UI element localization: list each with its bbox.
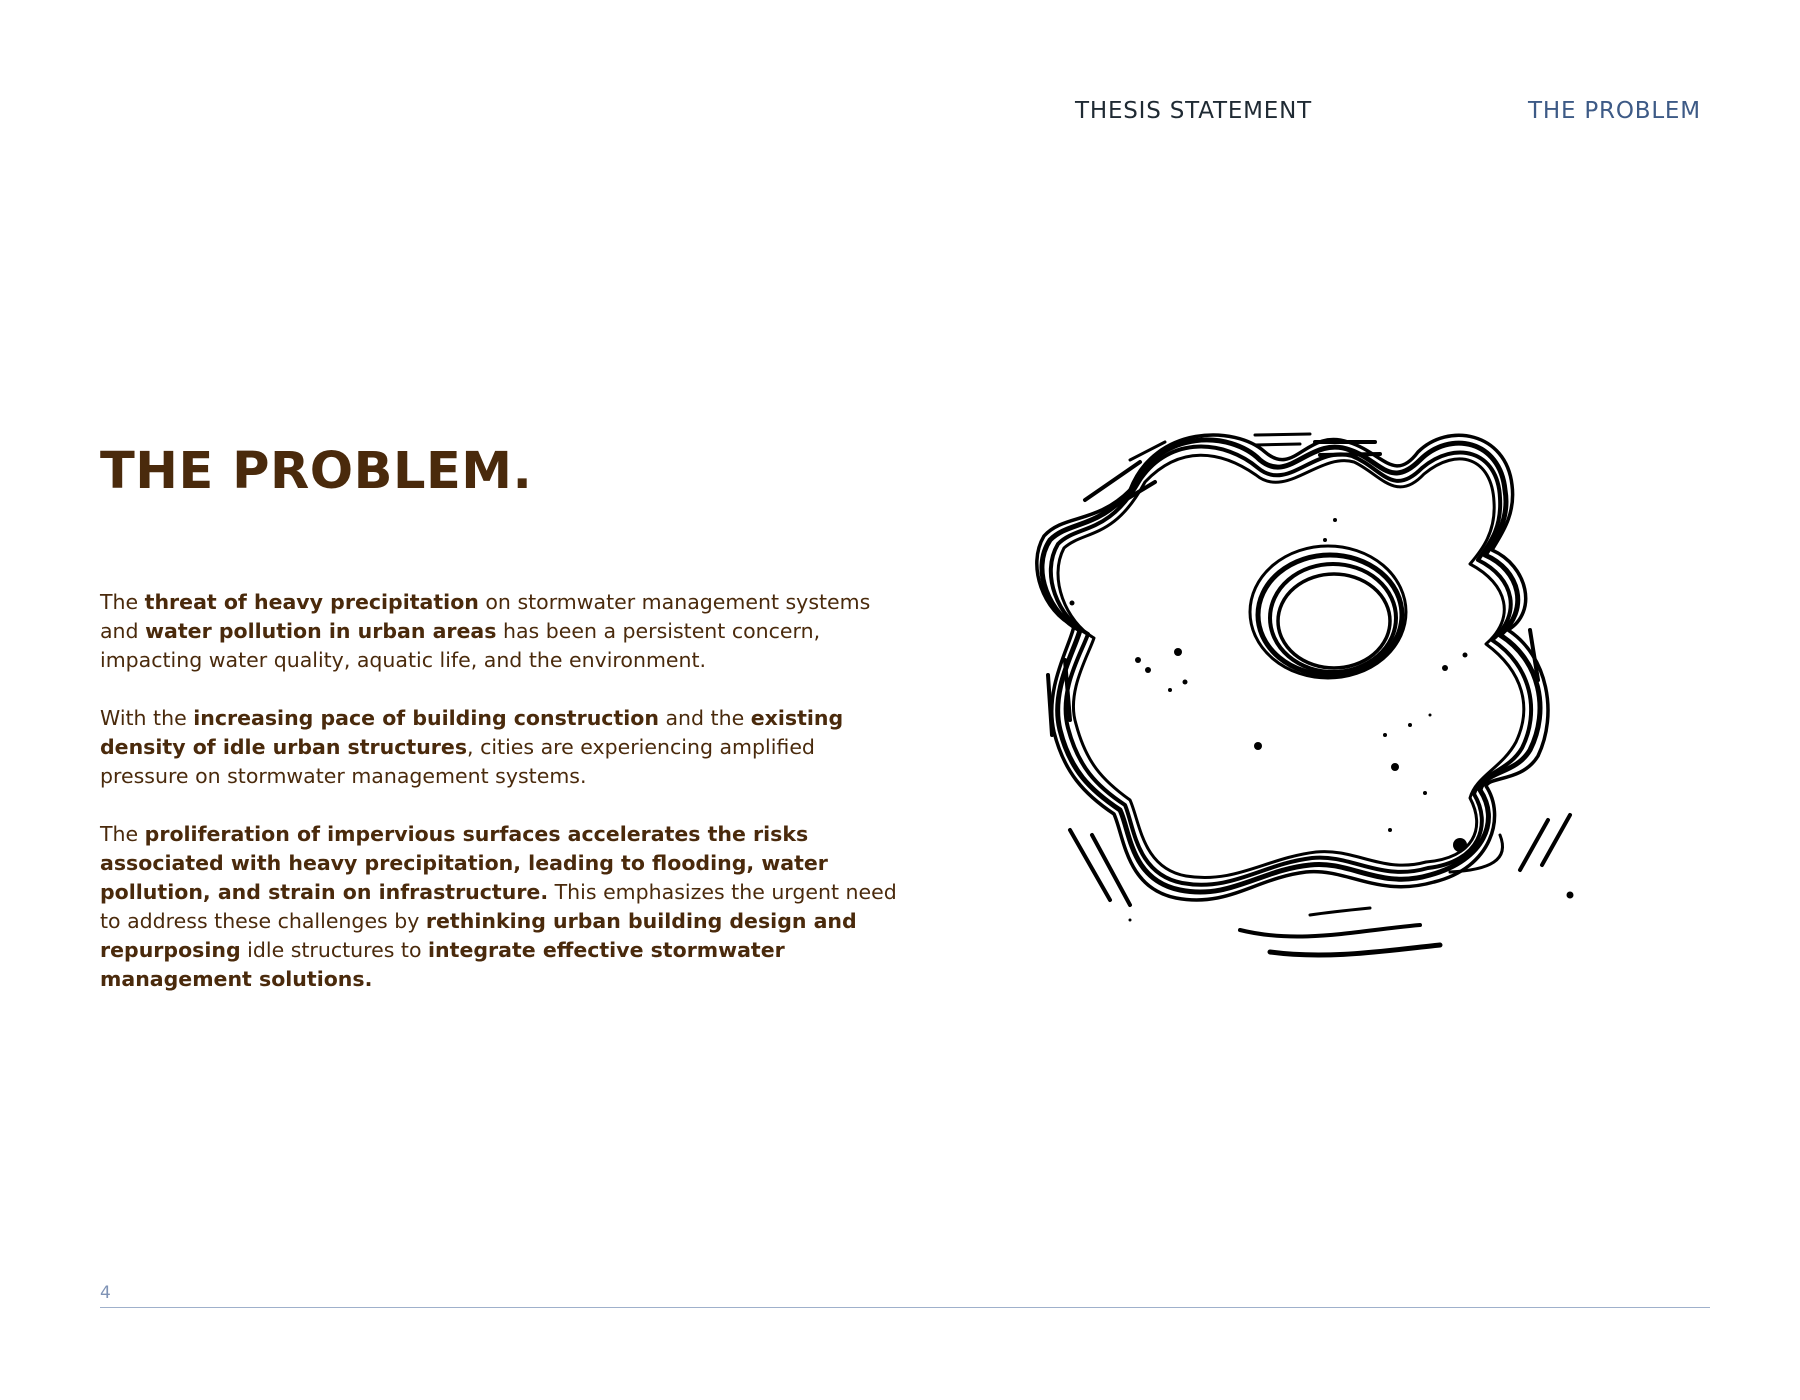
hatch-stroke — [1255, 434, 1310, 435]
nav-thesis-statement[interactable]: THESIS STATEMENT — [1075, 98, 1312, 124]
bold-run: increasing pace of building construction — [193, 706, 659, 730]
top-nav — [0, 98, 1800, 128]
paragraph-1 — [100, 588, 900, 675]
text-run: The — [100, 590, 145, 614]
bold-run: water pollution in urban areas — [145, 619, 497, 643]
text-run: The — [100, 822, 145, 846]
wavy-donut-sketch-icon — [1030, 390, 1720, 1010]
hatch-stroke — [1048, 675, 1052, 735]
text-run: , cities are experiencing amplified pressure on stormwater management systems. — [100, 735, 815, 788]
text-run: With the — [100, 706, 194, 730]
inner-ring-stroke — [1278, 574, 1390, 668]
paragraph-3 — [100, 820, 900, 994]
text-run: idle structures to — [240, 938, 429, 962]
nav-the-problem[interactable]: THE PROBLEM — [1528, 98, 1701, 124]
body-text — [100, 588, 900, 1023]
hatch-stroke — [1320, 454, 1380, 455]
paragraph-2 — [100, 704, 900, 791]
page-number: 4 — [100, 1283, 111, 1303]
hatch-stroke — [1240, 925, 1420, 936]
text-run: has been a persistent concern, impacting water quality, aquatic life, and the environment. — [100, 619, 821, 672]
text-run: This emphasizes the urgent need to address these challenges by — [100, 880, 897, 933]
hatch-stroke — [1270, 945, 1440, 955]
inner-ring-stroke — [1270, 564, 1396, 672]
hatch-stroke — [1310, 908, 1370, 915]
bold-run: proliferation of impervious surfaces accelerates the risks associated with heavy precipitation, leading to flooding, water pollution, and strain on infrastructure. — [100, 822, 828, 904]
text-run: on stormwater management systems and — [100, 590, 871, 643]
hatch-stroke — [1255, 444, 1300, 445]
footer-divider — [100, 1307, 1710, 1308]
hatch-stroke — [1070, 830, 1110, 900]
bold-run: rethinking urban building design and repurposing — [100, 909, 857, 962]
bold-run: integrate effective stormwater management solutions. — [100, 938, 785, 991]
sketch-svg — [1030, 390, 1720, 1010]
page-title: THE PROBLEM. — [100, 442, 533, 501]
bold-run: existing density of idle urban structures — [100, 706, 844, 759]
text-run: and the — [658, 706, 751, 730]
bold-run: threat of heavy precipitation — [144, 590, 479, 614]
